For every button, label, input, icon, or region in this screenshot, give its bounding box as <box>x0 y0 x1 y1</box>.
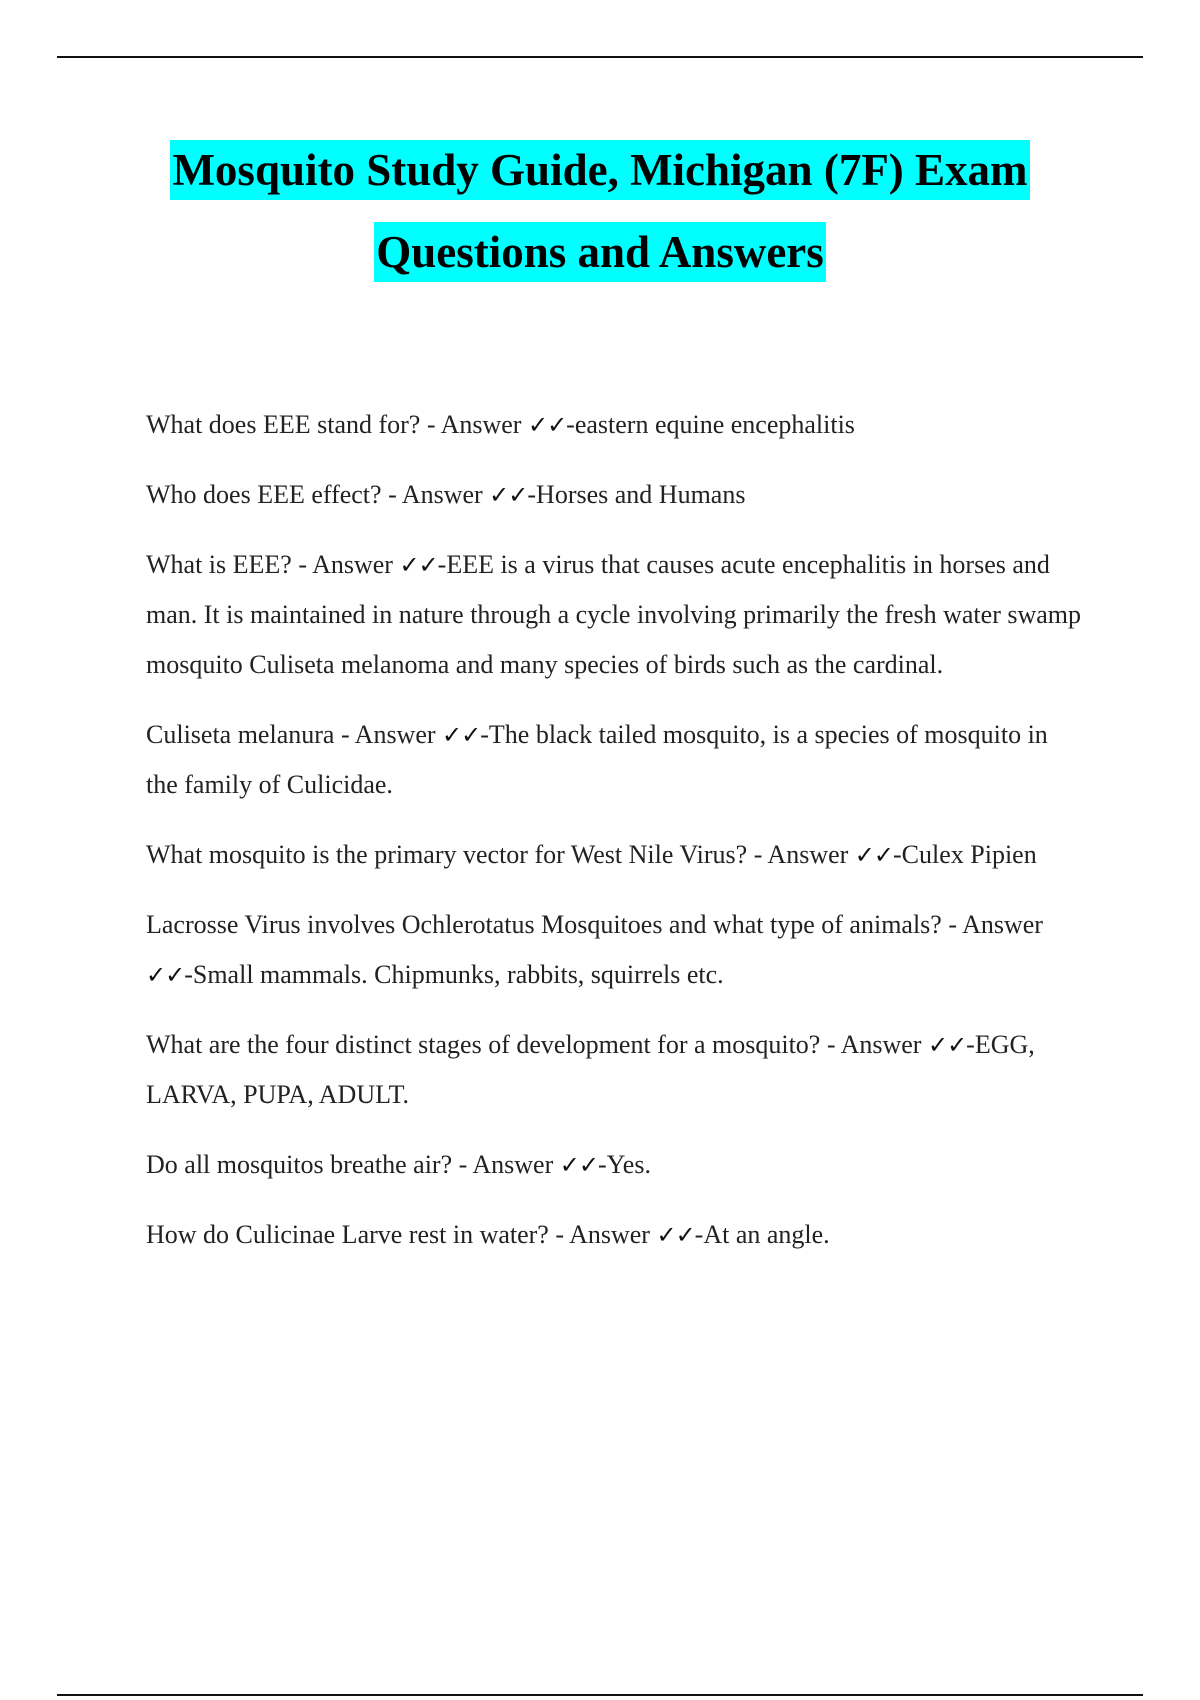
answer-label: - Answer <box>452 1150 560 1179</box>
answer-text: -eastern equine encephalitis <box>566 410 855 439</box>
question-text: Do all mosquitos breathe air? <box>146 1150 453 1179</box>
answer-text: -Yes. <box>597 1150 651 1179</box>
answer-text: -At an angle. <box>694 1220 830 1249</box>
question-text: Culiseta melanura <box>146 720 335 749</box>
double-check-icon: ✓✓ <box>656 1221 695 1249</box>
answer-label: - Answer <box>381 480 490 509</box>
question-text: What mosquito is the primary vector for West Nile Virus? <box>146 840 748 869</box>
double-check-icon: ✓✓ <box>146 961 185 989</box>
qa-item <box>146 470 1086 520</box>
qa-item <box>146 1210 1086 1260</box>
answer-label: - Answer <box>747 840 855 869</box>
double-check-icon: ✓✓ <box>927 1031 967 1059</box>
double-check-icon: ✓✓ <box>399 551 438 579</box>
answer-text: -Horses and Humans <box>527 480 746 509</box>
double-check-icon: ✓✓ <box>559 1151 598 1179</box>
answer-label: - Answer <box>941 910 1043 939</box>
qa-item <box>146 540 1086 690</box>
footer-rule <box>57 1694 1143 1696</box>
answer-label: - Answer <box>820 1030 928 1059</box>
question-text: How do Culicinae Larve rest in water? <box>146 1220 549 1249</box>
answer-text: -EGG, LARVA, PUPA, ADULT. <box>146 1030 1035 1109</box>
answer-text: -Small mammals. Chipmunks, rabbits, squirrels etc. <box>184 960 724 989</box>
qa-item <box>146 900 1086 1000</box>
answer-label: - Answer <box>420 410 528 439</box>
question-text: What is EEE? <box>146 550 292 579</box>
document-title <box>0 140 1200 282</box>
double-check-icon: ✓✓ <box>442 721 481 749</box>
question-text: What are the four distinct stages of development for a mosquito? <box>146 1030 821 1059</box>
double-check-icon: ✓✓ <box>489 481 528 509</box>
title-line-1: Mosquito Study Guide, Michigan (7F) Exam <box>170 140 1029 200</box>
qa-item <box>146 710 1086 810</box>
answer-label: - Answer <box>291 550 400 579</box>
double-check-icon: ✓✓ <box>527 411 567 439</box>
question-text: Lacrosse Virus involves Ochlerotatus Mosquitoes and what type of animals? <box>146 910 942 939</box>
question-text: What does EEE stand for? <box>146 410 421 439</box>
header-rule <box>57 56 1143 58</box>
title-line-2: Questions and Answers <box>374 222 826 282</box>
qa-list <box>146 400 1086 1280</box>
qa-item <box>146 400 1086 450</box>
double-check-icon: ✓✓ <box>854 841 894 869</box>
answer-label: - Answer <box>548 1220 657 1249</box>
answer-label: - Answer <box>334 720 443 749</box>
answer-text: -EEE is a virus that causes acute encephalitis in horses and man. It is maintained in nature through a cycle involving primarily the fresh water swamp mosquito Culiseta melanoma and many species of birds such as the cardinal. <box>146 550 1082 679</box>
qa-item <box>146 1020 1086 1120</box>
qa-item <box>146 1140 1086 1190</box>
qa-item <box>146 830 1086 880</box>
answer-text: -Culex Pipien <box>893 840 1037 869</box>
answer-text: -The black tailed mosquito, is a species of mosquito in the family of Culicidae. <box>146 720 1048 799</box>
question-text: Who does EEE effect? <box>146 480 382 509</box>
